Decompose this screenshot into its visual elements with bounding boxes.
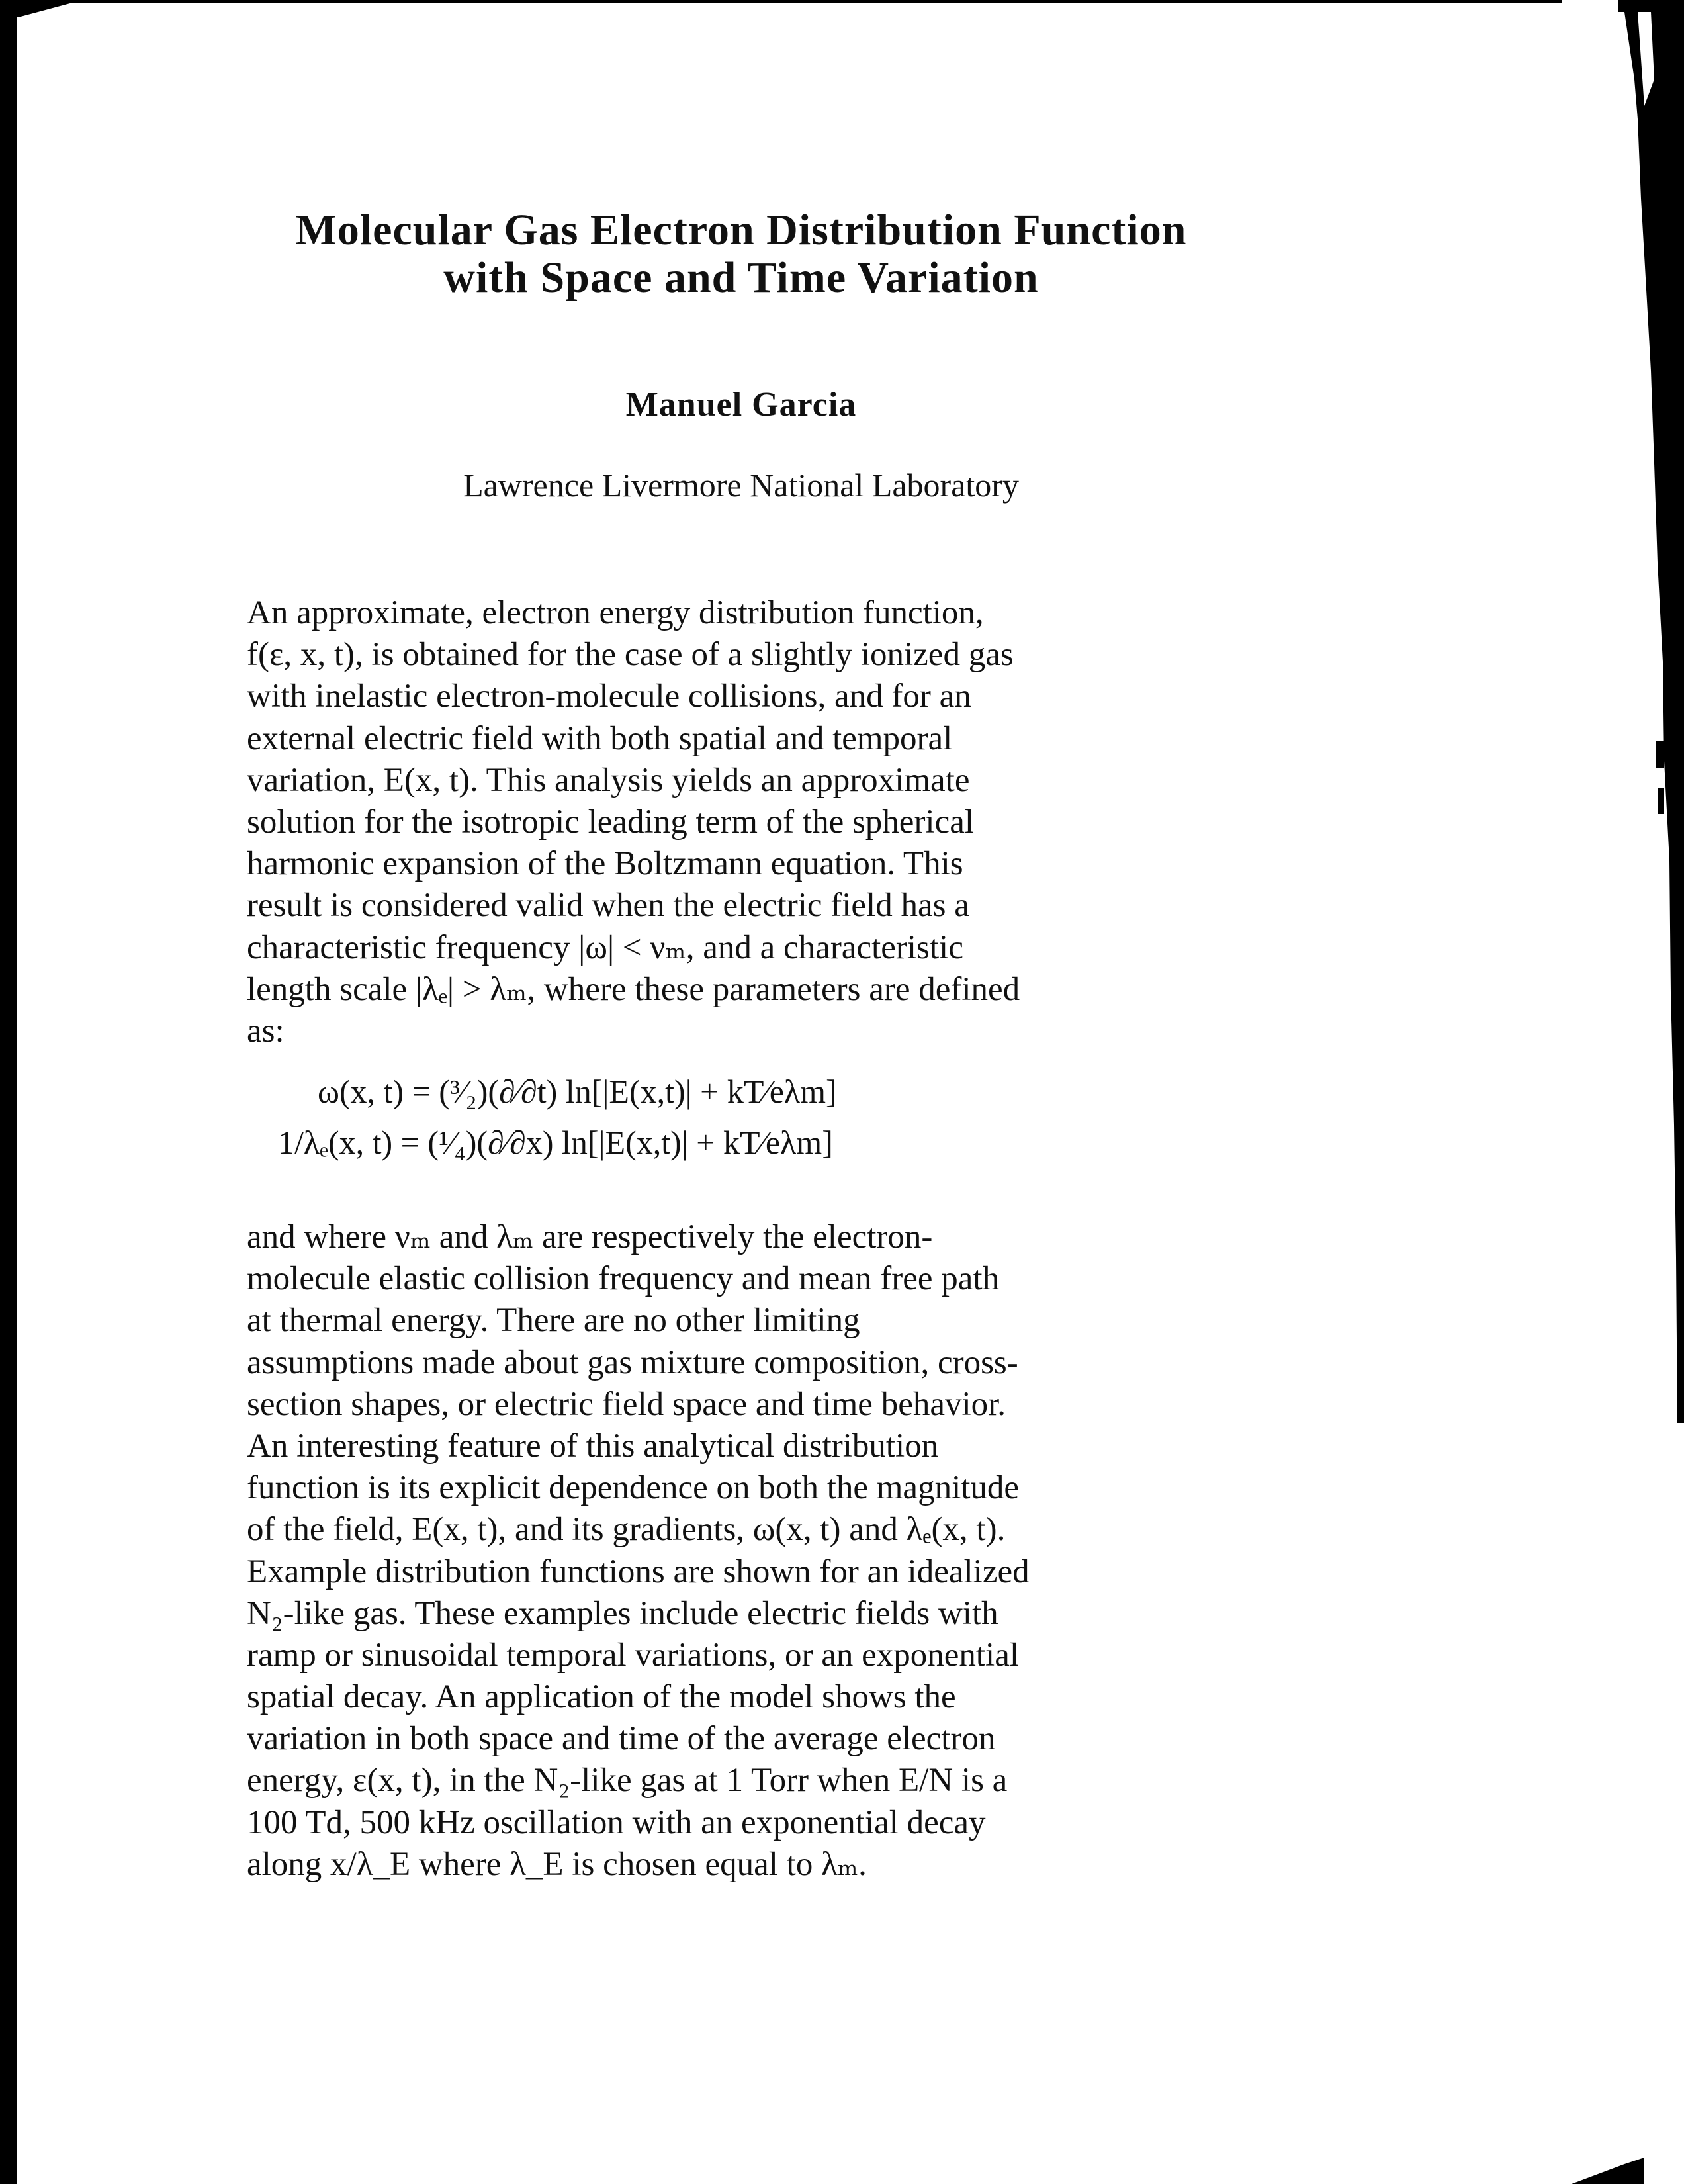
abstract-paragraph-2 bbox=[247, 1216, 1253, 1886]
text-line: Example distribution functions are shown for an idealized bbox=[247, 1553, 1030, 1590]
text-line: solution for the isotropic leading term of the spherical bbox=[247, 803, 975, 841]
abstract-paragraph-1 bbox=[247, 592, 1253, 1052]
text-line: energy, ε(x, t), in the N₂-like gas at 1 Torr when E/N is a bbox=[247, 1762, 1008, 1799]
text-line: harmonic expansion of the Boltzmann equation. This bbox=[247, 845, 963, 883]
text-line: assumptions made about gas mixture composition, cross- bbox=[247, 1343, 1018, 1381]
text-line: section shapes, or electric field space and time behavior. bbox=[247, 1385, 1006, 1423]
text-line: result is considered valid when the electric field has a bbox=[247, 887, 969, 925]
text-line: f(ε, x, t), is obtained for the case of a slightly ionized gas bbox=[247, 636, 1014, 674]
author-name: Manuel Garcia bbox=[625, 386, 857, 424]
text-line: molecule elastic collision frequency and mean free path bbox=[247, 1260, 1000, 1298]
text-line: An interesting feature of this analytical distribution bbox=[247, 1427, 939, 1465]
equation-lambda-e: 1/λₑ(x, t) = (¹⁄₄)(∂⁄∂x) ln[|E(x,t)| + kT⁄eλm] bbox=[278, 1124, 833, 1161]
text-line: as: bbox=[247, 1012, 285, 1050]
title-line: Molecular Gas Electron Distribution Function bbox=[295, 206, 1187, 254]
equation-omega: ω(x, t) = (³⁄₂)(∂⁄∂t) ln[|E(x,t)| + kT⁄eλm] bbox=[318, 1073, 837, 1110]
text-line: ramp or sinusoidal temporal variations, or an exponential bbox=[247, 1636, 1020, 1674]
text-line: at thermal energy. There are no other limiting bbox=[247, 1302, 860, 1340]
text-line: with inelastic electron-molecule collisions, and for an bbox=[247, 678, 971, 715]
title-line: with Space and Time Variation bbox=[443, 253, 1039, 302]
scan-edge-top bbox=[40, 0, 1562, 3]
text-line: length scale |λₑ| > λₘ, where these parameters are defined bbox=[247, 970, 1020, 1008]
text-line: function is its explicit dependence on both the magnitude bbox=[247, 1469, 1020, 1507]
text-line: An approximate, electron energy distribution function, bbox=[247, 594, 984, 631]
text-line: along x/λ_E where λ_E is chosen equal to λₘ. bbox=[247, 1845, 867, 1883]
text-line: characteristic frequency |ω| < νₘ, and a characteristic bbox=[247, 929, 963, 966]
text-line: variation in both space and time of the average electron bbox=[247, 1720, 996, 1758]
text-line: 100 Td, 500 kHz oscillation with an exponential decay bbox=[247, 1803, 986, 1841]
text-line: and where νₘ and λₘ are respectively the electron- bbox=[247, 1218, 933, 1255]
scan-edge-bottom-right bbox=[1572, 2144, 1684, 2184]
text-line: external electric field with both spatial and temporal bbox=[247, 719, 953, 757]
text-line: variation, E(x, t). This analysis yields an approximate bbox=[247, 761, 970, 799]
paper-title bbox=[238, 206, 1244, 302]
scan-edge-right bbox=[1572, 0, 1684, 1423]
text-line: of the field, E(x, t), and its gradients, ω(x, t) and λₑ(x, t). bbox=[247, 1511, 1006, 1549]
text-line: spatial decay. An application of the model shows the bbox=[247, 1678, 956, 1716]
affiliation: Lawrence Livermore National Laboratory bbox=[463, 467, 1019, 504]
text-line: N₂-like gas. These examples include electric fields with bbox=[247, 1594, 998, 1632]
scan-edge-left bbox=[0, 13, 17, 2184]
